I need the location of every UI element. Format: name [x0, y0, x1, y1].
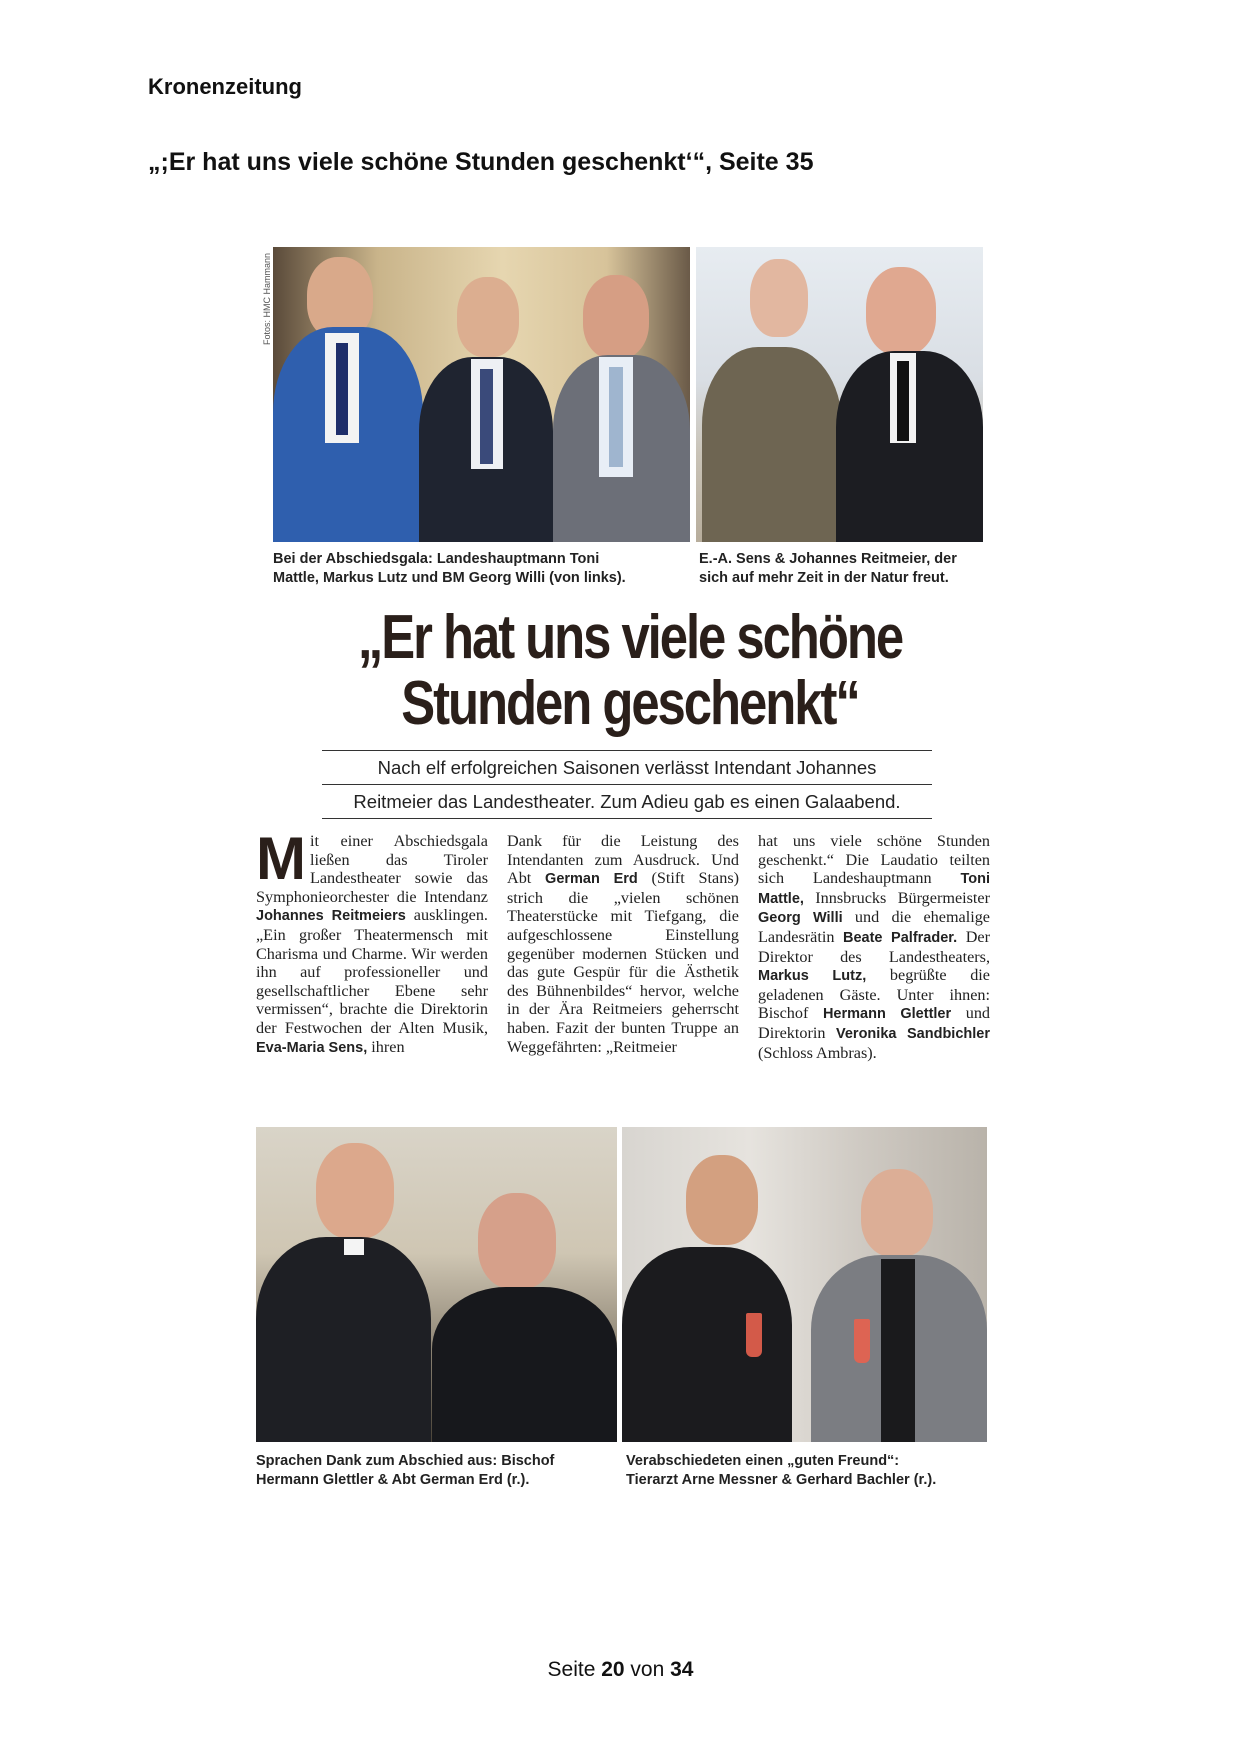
- person-middle: [413, 247, 558, 542]
- person-gerhard-bachler: [807, 1127, 987, 1442]
- article-column-3: hat uns viele schöne Stunden geschenkt.“ Die Laudatio teilten sich Landeshauptmann Toni Mattle, Innsbrucks Bürgermeister Georg Willi und die ehemalige Landesrätin Beate Palfrader. Der Direktor des Landestheaters, Markus Lutz, begrüßte die geladenen Gäste. Unter ihnen: Bischof Hermann Glettler und Direktorin Veronika Sandbichler (Schloss Ambras).: [758, 832, 991, 1062]
- caption-top-left: Bei der Abschiedsgala: Landeshauptmann Toni Mattle, Markus Lutz und BM Georg Willi (von links).: [273, 551, 626, 586]
- page-number: Seite 20 von 34: [547, 1658, 694, 1681]
- photo-glettler-erd: [256, 1127, 617, 1442]
- article-column-2: Dank für die Leistung des Intendanten zum Ausdruck. Und Abt German Erd (Stift Stans) strich die „vielen schönen Theaterstücke mit Tiefgang, die aufgeschlossene Einstellung gegenüber modernen Stücken und das gute Gespür für die Ästhetik des Bühnenbildes“ hervor, welche in der Ära Reitmeiers geherrscht haben. Fazit der bunten Truppe an Weggefährten: „Reitmeier: [507, 832, 740, 1056]
- photo-credit: Fotos: HMC Hammann: [262, 252, 272, 345]
- article-column-1: Mit einer Abschiedsgala ließen das Tiroler Landestheater sowie das Symphonieorchester die Intendanz Johannes Reitmeiers ausklingen. „Ein großer Theatermensch mit Charisma und Charme. Wir werden ihn auf professioneller und gesellschaftlicher Ebene sehr vermissen“, brachte die Direktorin der Festwochen der Alten Musik, Eva-Maria Sens, ihren: [256, 825, 488, 1056]
- person-abbot: [428, 1127, 617, 1442]
- article-headline: „Er hat uns viele schöne Stunden geschenkt“: [357, 603, 903, 738]
- article-body: [256, 825, 991, 1092]
- drink-glass-right: [854, 1319, 870, 1363]
- person-man: [834, 247, 983, 542]
- drop-cap: M: [256, 825, 306, 892]
- page-title: „;Er hat uns viele schöne Stunden geschenkt‘“, Seite 35: [148, 148, 814, 176]
- person-right: [553, 247, 690, 542]
- caption-bottom-right: Verabschiedeten einen „guten Freund“: Tierarzt Arne Messner & Gerhard Bachler (r.).: [626, 1453, 937, 1488]
- person-bishop: [256, 1127, 431, 1442]
- caption-bottom-left: Sprachen Dank zum Abschied aus: Bischof Hermann Glettler & Abt German Erd (r.).: [256, 1453, 555, 1488]
- person-arne-messner: [622, 1127, 792, 1442]
- person-left: [273, 247, 423, 542]
- caption-top-right: E.-A. Sens & Johannes Reitmeier, der sich auf mehr Zeit in der Natur freut.: [699, 551, 957, 586]
- article-subhead: Nach elf erfolgreichen Saisonen verlässt Intendant Johannes Reitmeier das Landestheater. Zum Adieu gab es einen Galaabend.: [322, 750, 932, 819]
- drink-glass-left: [746, 1313, 762, 1357]
- photo-gala-three-men: [273, 247, 690, 542]
- photo-messner-bachler: [622, 1127, 987, 1442]
- source-name: Kronenzeitung: [148, 74, 302, 99]
- photo-sens-reitmeier: [696, 247, 983, 542]
- person-woman: [696, 247, 841, 542]
